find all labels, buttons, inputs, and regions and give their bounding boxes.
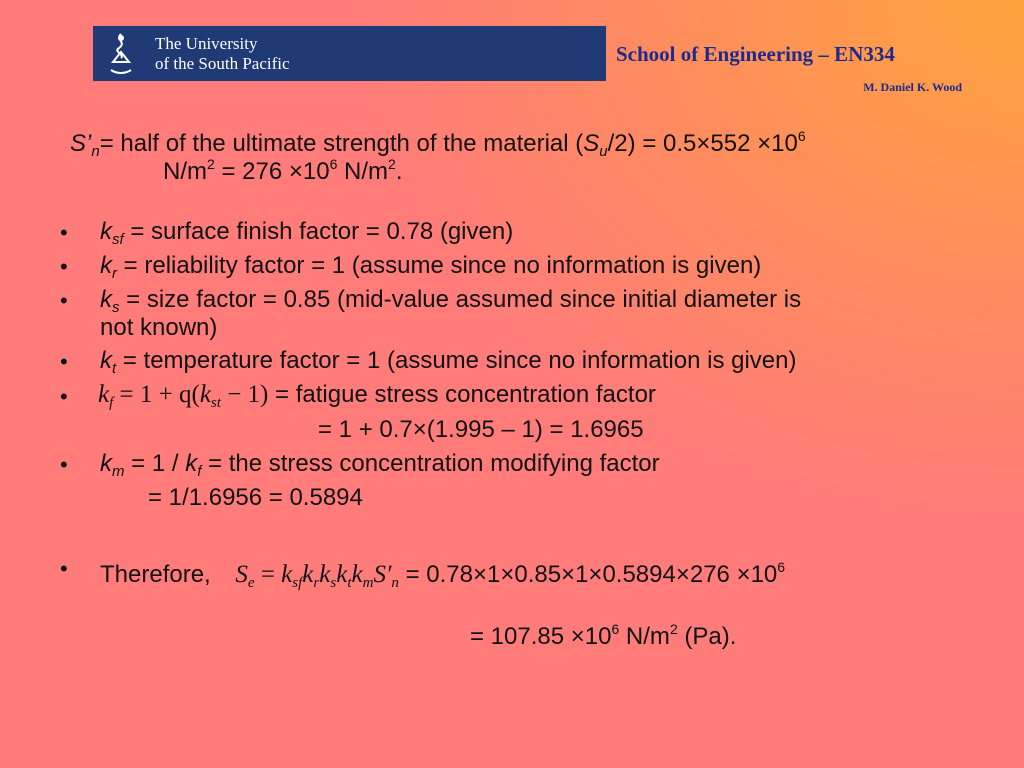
therefore-item xyxy=(100,553,785,597)
kr-item xyxy=(100,252,761,288)
km-symbol-2: k xyxy=(185,450,198,477)
kf-equation xyxy=(98,381,269,411)
kf-eq-end: − 1) xyxy=(220,381,269,408)
se-k4-sub: t xyxy=(347,575,352,591)
kt-symbol: k xyxy=(100,347,112,374)
bullet-ksf: • xyxy=(60,220,68,245)
bullet-kf: • xyxy=(60,384,68,409)
kt-item xyxy=(100,347,797,383)
sn-subscript: n xyxy=(91,143,100,160)
kf-item xyxy=(98,381,656,417)
bullet-kr: • xyxy=(60,254,68,279)
se-eq-sub: e xyxy=(247,575,255,591)
sn-line2-exp1: 2 xyxy=(207,156,215,172)
se-s2-sub: n xyxy=(391,575,399,591)
sn-exponent: 6 xyxy=(797,128,806,144)
result-c: (Pa). xyxy=(677,623,737,650)
bullet-km: • xyxy=(60,452,68,477)
se-s2: S′ xyxy=(373,561,392,588)
ks-symbol: k xyxy=(100,286,112,313)
sn-line2-b: = 276 ×10 xyxy=(214,158,330,185)
se-k4: k xyxy=(336,561,348,588)
sn-definition-line2 xyxy=(163,150,403,186)
therefore-exponent: 6 xyxy=(777,559,786,575)
kf-eq-k2: k xyxy=(199,381,211,408)
se-k2-sub: r xyxy=(313,575,320,591)
result-exp1: 6 xyxy=(611,621,620,637)
se-k1-sub: sf xyxy=(292,575,303,591)
result-a: = 107.85 ×10 xyxy=(470,623,612,650)
kf-eq-ksub: f xyxy=(109,395,114,411)
ksf-text: = surface finish factor = 0.78 (given) xyxy=(123,218,514,245)
therefore-label: Therefore, xyxy=(100,561,211,588)
university-name-line2: of the South Pacific xyxy=(155,54,290,73)
km-subscript: m xyxy=(112,463,125,480)
km-subscript-2: f xyxy=(197,463,202,480)
kf-item-line2: = 1 + 0.7×(1.995 – 1) = 1.6965 xyxy=(318,416,644,443)
se-equation xyxy=(235,561,399,591)
kf-eq-k: k xyxy=(98,381,110,408)
km-item xyxy=(100,450,660,486)
km-text-2: = the stress concentration modifying factor xyxy=(201,450,660,477)
km-symbol: k xyxy=(100,450,112,477)
kf-text: = fatigue stress concentration factor xyxy=(268,381,656,408)
result-exp2: 2 xyxy=(669,621,678,637)
se-k3-sub: s xyxy=(330,575,337,591)
se-k1: k xyxy=(281,561,293,588)
therefore-result xyxy=(470,615,736,651)
kf-eq-mid: = 1 + q( xyxy=(113,381,200,408)
se-eq-equals: = xyxy=(254,561,282,588)
ksf-symbol: k xyxy=(100,218,112,245)
ksf-item xyxy=(100,218,513,254)
kf-eq-k2sub: st xyxy=(210,395,221,411)
sn-symbol: S’ xyxy=(70,130,92,157)
bullet-kt: • xyxy=(60,349,68,374)
sn-line2-exp2: 6 xyxy=(329,156,338,172)
result-b: N/m xyxy=(619,623,670,650)
su-subscript: u xyxy=(599,143,608,160)
author-name: M. Daniel K. Wood xyxy=(863,80,962,94)
kt-subscript: t xyxy=(112,360,117,377)
university-name-line1: The University xyxy=(155,34,258,53)
su-symbol: S xyxy=(583,130,600,157)
se-k5: k xyxy=(351,561,363,588)
se-eq-s: S xyxy=(235,561,248,588)
university-name xyxy=(155,34,290,74)
kr-symbol: k xyxy=(100,252,112,279)
ks-text: = size factor = 0.85 (mid-value assumed since initial diameter is xyxy=(119,286,802,313)
therefore-text: = 0.78×1×0.85×1×0.5894×276 ×10 xyxy=(398,561,778,588)
ksf-subscript: sf xyxy=(112,231,124,248)
course-title: School of Engineering – EN334 xyxy=(616,42,895,66)
km-text: = 1 / xyxy=(124,450,186,477)
sn-line2-c: N/m xyxy=(337,158,389,185)
ks-subscript: s xyxy=(112,299,120,316)
sn-text: = half of the ultimate strength of the material ( xyxy=(99,130,584,157)
kr-text: = reliability factor = 1 (assume since no information is given) xyxy=(117,252,762,279)
sn-line2-d: . xyxy=(395,158,403,185)
se-k2: k xyxy=(302,561,314,588)
kr-subscript: r xyxy=(112,265,117,282)
km-item-line2: = 1/1.6956 = 0.5894 xyxy=(148,484,363,511)
sn-text-2: /2) = 0.5×552 ×10 xyxy=(607,130,798,157)
bullet-therefore: • xyxy=(60,556,68,581)
ks-item-line2: not known) xyxy=(100,314,218,341)
sn-line2-a: N/m xyxy=(163,158,207,185)
kt-text: = temperature factor = 1 (assume since no information is given) xyxy=(116,347,797,374)
se-k3: k xyxy=(319,561,331,588)
university-banner xyxy=(93,26,606,81)
sn-line2-exp3: 2 xyxy=(388,156,396,172)
university-seal-icon xyxy=(101,30,141,78)
se-k5-sub: m xyxy=(362,575,374,591)
bullet-ks: • xyxy=(60,288,68,313)
